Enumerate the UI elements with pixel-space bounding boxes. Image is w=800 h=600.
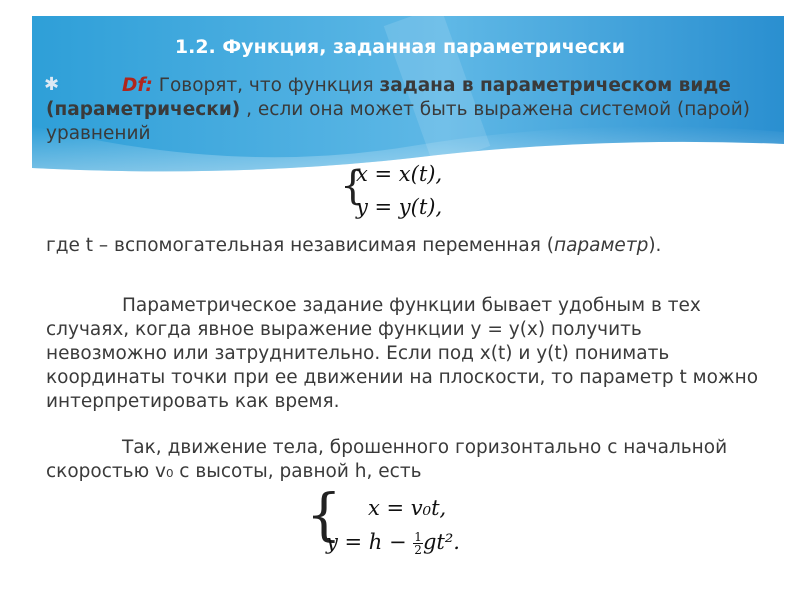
left-sidebar	[0, 0, 24, 600]
example-paragraph: Так, движение тела, брошенного горизонтально с начальной скоростью v₀ с высоты, равной h, есть	[46, 437, 728, 482]
slide-title: 1.2. Функция, заданная параметрически	[174, 36, 626, 58]
usage-paragraph: Параметрическое задание функции бывает удобным в тех случаях, когда явное выражение функции y = y(x) получить невозможно или затруднительно. Если под x(t) и y(t) понимать координаты точки при ее движении на плоскости, то параметр t можно интерпретировать как время.	[46, 295, 759, 412]
system2-brace: {	[306, 483, 342, 548]
system1-brace: {	[340, 163, 366, 209]
system1-eq2: y = y(t),	[356, 195, 443, 219]
system2-eq2: y = h − $\frac{1}{2}$ gt².	[326, 530, 460, 557]
definition-label: Df:	[122, 75, 153, 96]
parameter-paragraph: где t – вспомогательная независимая переменная (параметр).	[46, 235, 662, 256]
system1-eq1: x = x(t),	[356, 162, 443, 186]
system2-eq1: x = v₀t,	[368, 496, 447, 520]
fraction-one-half: $\frac{1}{2}$	[414, 530, 422, 557]
definition-paragraph: Df: Говорят, что функция задана в параметрическом виде (параметрически) , если она может быть выражена системой (парой) уравнений	[46, 75, 750, 144]
bullet-icon: ✱	[44, 74, 60, 95]
